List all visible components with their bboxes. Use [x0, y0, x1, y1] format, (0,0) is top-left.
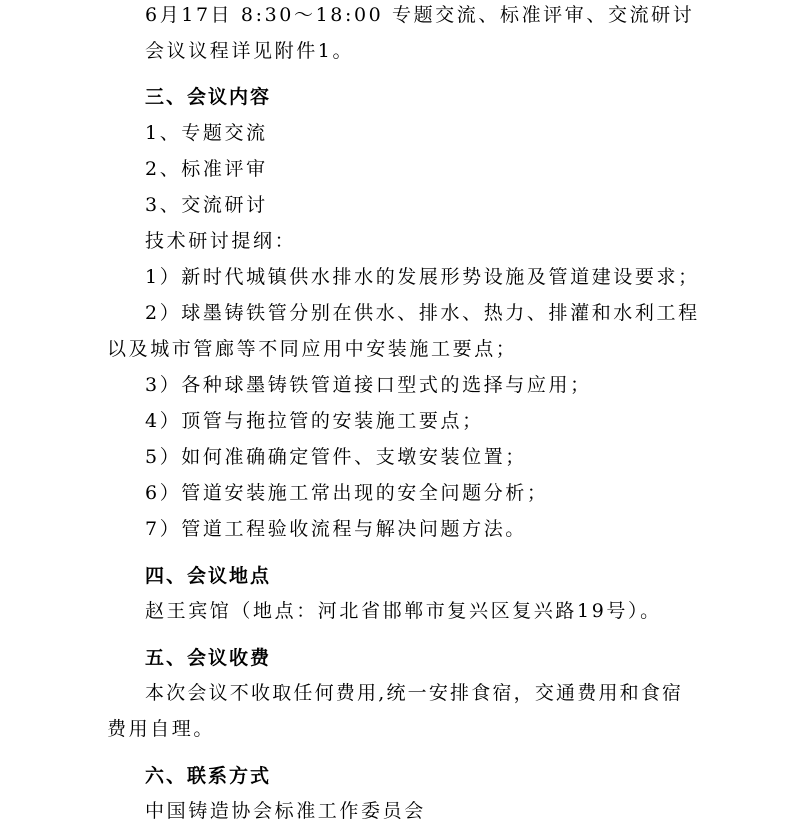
content-item: 3、交流研讨 — [145, 194, 268, 216]
section-heading-contact: 六、联系方式 — [145, 765, 272, 787]
outline-point: 6）管道安装施工常出现的安全问题分析； — [145, 482, 549, 504]
fees-text: 本次会议不收取任何费用,统一安排食宿，交通费用和食宿 — [145, 682, 684, 704]
content-item: 1、专题交流 — [145, 122, 268, 144]
schedule-line: 6月17日 8:30～18:00 专题交流、标准评审、交流研讨 — [145, 4, 695, 26]
location-text: 赵王宾馆（地点：河北省邯郸市复兴区复兴路19号）。 — [145, 600, 662, 622]
outline-point: 5）如何准确确定管件、支墩安装位置； — [145, 446, 527, 468]
content-item: 2、标准评审 — [145, 158, 268, 180]
outline-point: 2）球墨铸铁管分别在供水、排水、热力、排灌和水利工程 — [145, 302, 700, 324]
contact-organization: 中国铸造协会标准工作委员会 — [145, 800, 426, 822]
outline-point: 4）顶管与拖拉管的安装施工要点； — [145, 410, 484, 432]
agenda-note: 会议议程详见附件1。 — [145, 40, 355, 62]
section-heading-location: 四、会议地点 — [145, 565, 272, 587]
outline-point: 3）各种球墨铸铁管道接口型式的选择与应用； — [145, 374, 592, 396]
outline-point: 7）管道工程验收流程与解决问题方法。 — [145, 518, 527, 540]
outline-point-continuation: 以及城市管廊等不同应用中安装施工要点； — [107, 338, 518, 360]
section-heading-content: 三、会议内容 — [145, 86, 272, 108]
outline-title: 技术研讨提纲： — [145, 230, 297, 252]
fees-text-continuation: 费用自理。 — [107, 718, 216, 740]
outline-point: 1）新时代城镇供水排水的发展形势设施及管道建设要求； — [145, 266, 700, 288]
section-heading-fees: 五、会议收费 — [145, 647, 272, 669]
